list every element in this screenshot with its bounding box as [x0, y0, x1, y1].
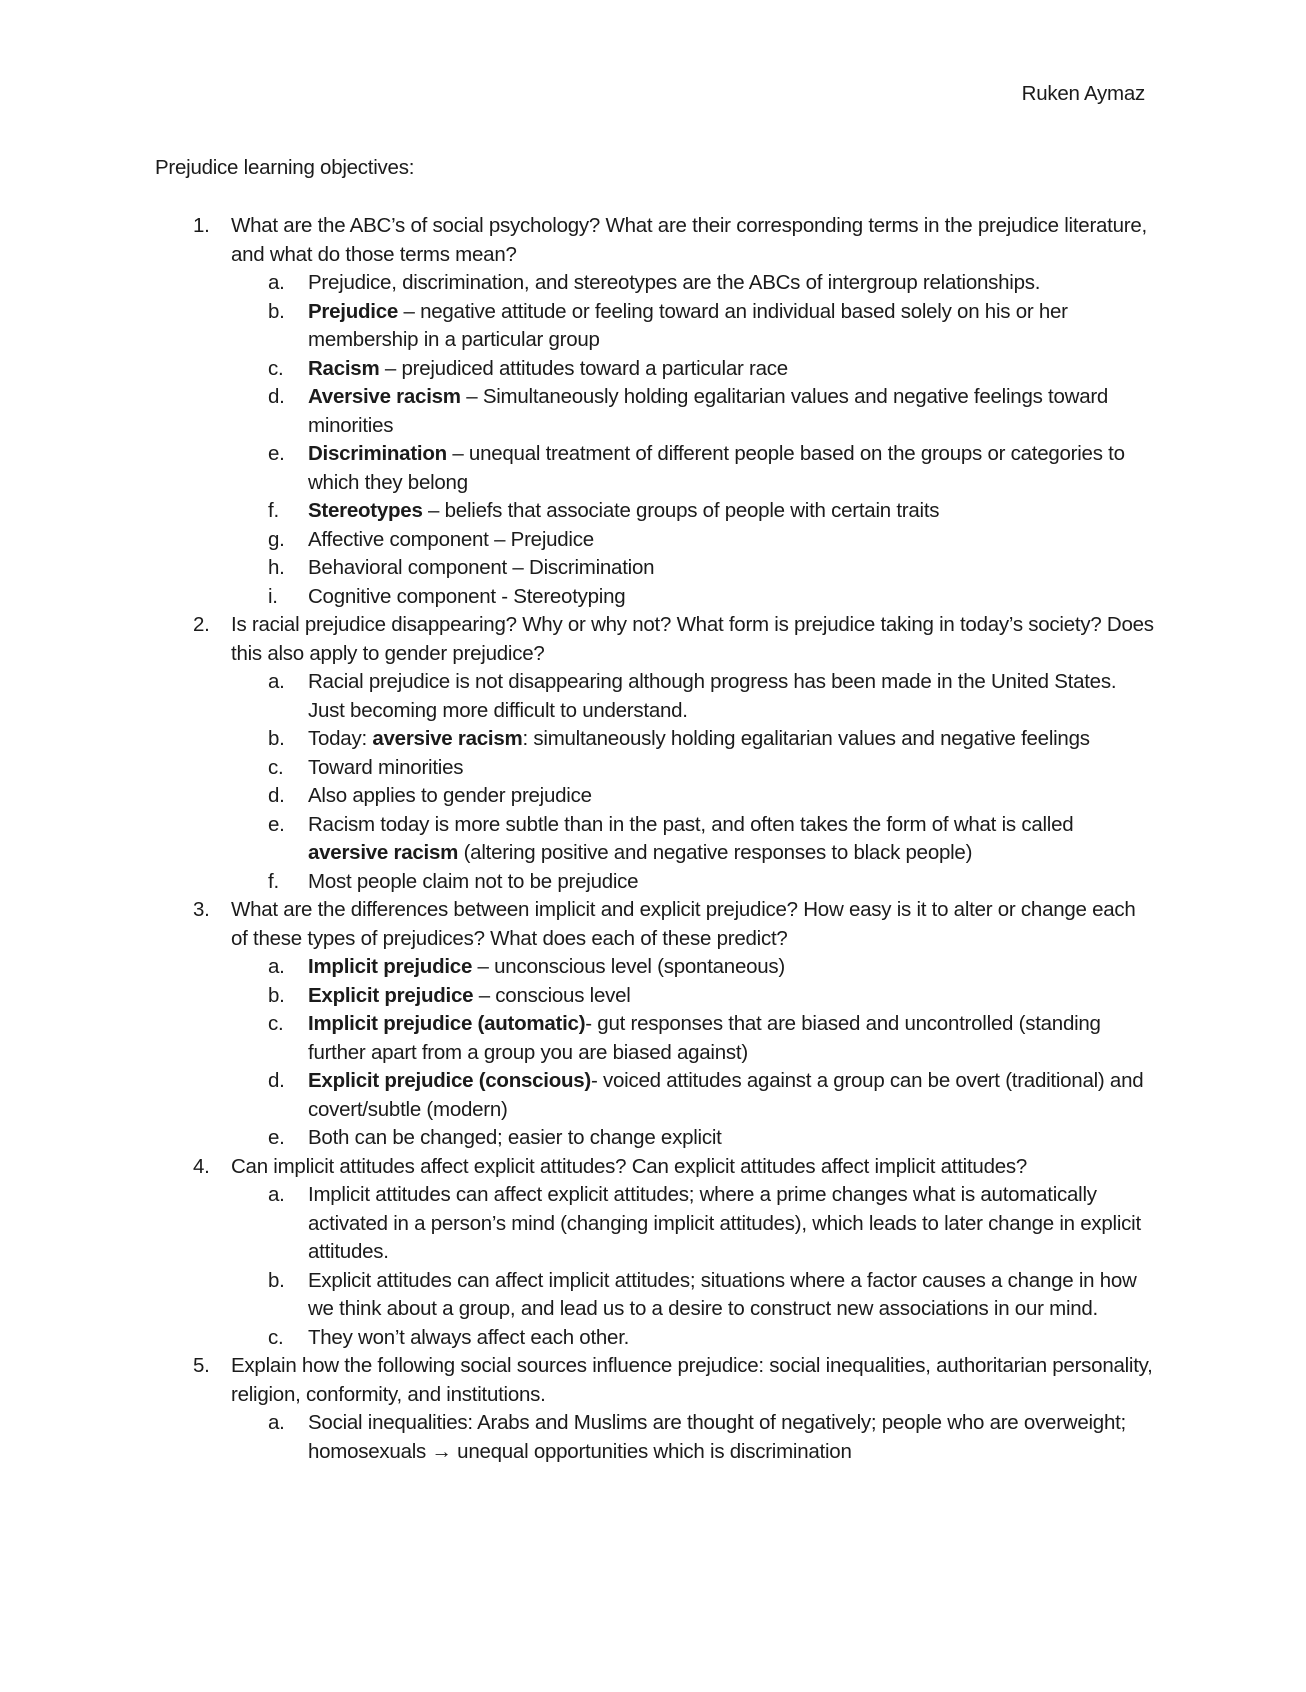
- question-item: [0, 212, 1306, 269]
- answer-text: Most people claim not to be prejudice: [308, 869, 639, 893]
- answer-item: [0, 440, 1306, 497]
- answer-letter: c.: [268, 755, 284, 779]
- question-text: What are the ABC’s of social psychology? What are their corresponding terms in the prejudice literature, and what do those terms mean?: [231, 214, 1147, 266]
- answer-item: [0, 526, 1306, 555]
- question-item: [0, 896, 1306, 953]
- answer-text: – unconscious level (spontaneous): [472, 955, 785, 978]
- question-number: 1.: [193, 214, 210, 237]
- answer-text: Both can be changed; easier to change explicit: [308, 1126, 722, 1149]
- answer-text: – prejudiced attitudes toward a particular race: [379, 356, 788, 380]
- answer-term: Prejudice: [308, 299, 399, 323]
- answer-item: [0, 982, 1306, 1011]
- answer-term: aversive racism: [372, 727, 523, 750]
- answer-item: [0, 1067, 1306, 1124]
- answer-text: Behavioral component – Discrimination: [308, 556, 655, 579]
- answer-item: [0, 1181, 1306, 1267]
- answer-letter: f.: [268, 499, 279, 522]
- answer-letter: g.: [268, 527, 285, 551]
- answer-text: - voiced attitudes against a group can be overt (traditional) and covert/subtle (modern): [308, 1069, 1144, 1121]
- answer-letter: f.: [268, 869, 279, 893]
- answer-letter: e.: [268, 1126, 285, 1149]
- answer-item: [0, 383, 1306, 440]
- answer-text: – unequal treatment of different people based on the groups or categories to which they belong: [308, 442, 1125, 494]
- answer-item: [0, 953, 1306, 982]
- answer-letter: a.: [268, 1183, 285, 1206]
- answer-item: [0, 269, 1306, 298]
- answer-term: Explicit prejudice: [308, 983, 474, 1007]
- answer-text: Racial prejudice is not disappearing although progress has been made in the United States. Just becoming more difficult to understand.: [308, 670, 1117, 722]
- question-item: [0, 1153, 1306, 1182]
- answer-letter: b.: [268, 727, 285, 750]
- answer-item: [0, 1324, 1306, 1353]
- answer-term: Implicit prejudice: [308, 955, 473, 978]
- answer-text: (altering positive and negative responses to black people): [458, 841, 973, 864]
- question-number: 5.: [193, 1354, 210, 1377]
- answer-text: – negative attitude or feeling toward an individual based solely on his or her membership in a particular group: [308, 299, 1068, 351]
- answer-text: They won’t always affect each other.: [308, 1325, 630, 1349]
- answer-prefix: Today:: [308, 727, 373, 750]
- answer-item: [0, 668, 1306, 725]
- answer-letter: a.: [268, 670, 285, 693]
- answer-letter: d.: [268, 385, 285, 408]
- answer-term: Stereotypes: [308, 499, 423, 522]
- answer-text: Explicit attitudes can affect implicit attitudes; situations where a factor causes a change in how we think about a group, and lead us to a desire to construct new associations in our mind.: [308, 1268, 1137, 1320]
- answer-item: [0, 725, 1306, 754]
- answer-letter: a.: [268, 271, 285, 294]
- answer-text: Implicit attitudes can affect explicit attitudes; where a prime changes what is automatically activated in a person’s mind (changing implicit attitudes), which leads to later change in explicit attitudes.: [308, 1183, 1141, 1263]
- question-item: [0, 611, 1306, 668]
- answer-item: [0, 811, 1306, 868]
- author-name: Ruken Aymaz: [1021, 82, 1145, 105]
- answer-letter: c.: [268, 1325, 284, 1349]
- question-list: [0, 212, 1306, 1466]
- answer-term: aversive racism: [308, 841, 459, 864]
- question-text: Explain how the following social sources influence prejudice: social inequalities, authoritarian personality, religion, conformity, and institutions.: [231, 1354, 1153, 1406]
- answer-item: [0, 1409, 1306, 1466]
- answer-term: Discrimination: [308, 442, 447, 465]
- answer-text: Social inequalities: Arabs and Muslims are thought of negatively; people who are overweight; homosexuals → unequal opportunities which is discrimination: [308, 1411, 1126, 1463]
- answer-text: Affective component – Prejudice: [308, 527, 594, 551]
- answer-term: Implicit prejudice (automatic): [308, 1012, 586, 1035]
- answer-letter: c.: [268, 1012, 284, 1035]
- answer-term: Racism: [308, 356, 380, 380]
- answer-item: [0, 1267, 1306, 1324]
- question-text: What are the differences between implicit and explicit prejudice? How easy is it to alter or change each of these types of prejudices? What does each of these predict?: [231, 898, 1136, 950]
- answer-item: [0, 782, 1306, 811]
- question-text: Can implicit attitudes affect explicit attitudes? Can explicit attitudes affect implicit attitudes?: [231, 1154, 1028, 1178]
- answer-letter: i.: [268, 584, 278, 608]
- answer-item: [0, 754, 1306, 783]
- answer-term: Explicit prejudice (conscious): [308, 1069, 591, 1092]
- question-number: 2.: [193, 613, 210, 636]
- answer-letter: b.: [268, 983, 285, 1007]
- answer-item: [0, 298, 1306, 355]
- answer-prefix: Racism today is more subtle than in the past, and often takes the form of what is called: [308, 812, 1074, 836]
- answer-item: [0, 583, 1306, 612]
- answer-term: Aversive racism: [308, 385, 461, 408]
- answer-letter: d.: [268, 1069, 285, 1092]
- answer-text: – beliefs that associate groups of people with certain traits: [422, 499, 940, 522]
- answer-item: [0, 1010, 1306, 1067]
- answer-item: [0, 554, 1306, 583]
- answer-text: – conscious level: [473, 983, 631, 1007]
- answer-letter: b.: [268, 299, 285, 323]
- answer-text: – Simultaneously holding egalitarian values and negative feelings toward minorities: [308, 385, 1109, 437]
- answer-text: Cognitive component - Stereotyping: [308, 584, 626, 608]
- answer-item: [0, 355, 1306, 384]
- answer-letter: d.: [268, 784, 285, 807]
- answer-text: Also applies to gender prejudice: [308, 784, 592, 807]
- answer-item: [0, 1124, 1306, 1153]
- answer-text: : simultaneously holding egalitarian values and negative feelings: [522, 727, 1090, 750]
- answer-item: [0, 497, 1306, 526]
- answer-letter: b.: [268, 1268, 285, 1292]
- answer-text: Prejudice, discrimination, and stereotypes are the ABCs of intergroup relationships.: [308, 271, 1041, 294]
- answer-item: [0, 868, 1306, 897]
- answer-text: - gut responses that are biased and uncontrolled (standing further apart from a group you are biased against): [308, 1012, 1101, 1064]
- answer-letter: c.: [268, 356, 284, 380]
- document-title: Prejudice learning objectives:: [155, 156, 415, 179]
- question-number: 3.: [193, 898, 210, 921]
- answer-text: Toward minorities: [308, 755, 464, 779]
- question-number: 4.: [193, 1154, 210, 1178]
- answer-letter: e.: [268, 442, 285, 465]
- question-text: Is racial prejudice disappearing? Why or why not? What form is prejudice taking in today’s society? Does this also apply to gender prejudice?: [231, 613, 1154, 665]
- answer-letter: e.: [268, 812, 285, 836]
- answer-letter: h.: [268, 556, 285, 579]
- question-item: [0, 1352, 1306, 1409]
- answer-letter: a.: [268, 1411, 285, 1434]
- answer-letter: a.: [268, 955, 285, 978]
